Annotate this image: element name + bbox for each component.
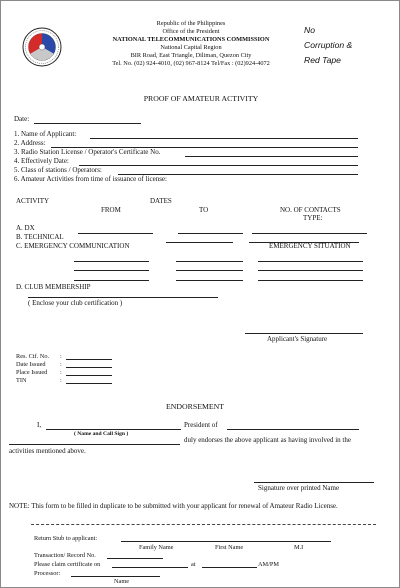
item-license-number: 3. Radio Station License / Operator's Certificate No. <box>14 148 161 156</box>
form-title: PROOF OF AMATEUR ACTIVITY <box>143 94 259 103</box>
slogan-corruption: Corruption & <box>304 40 353 50</box>
col-type: TYPE: <box>303 214 323 222</box>
stub-claim-time-field[interactable] <box>202 567 257 568</box>
place-issued-colon: : <box>60 369 62 376</box>
slogan-red-tape: Red Tape <box>304 55 341 65</box>
endorsement-activities: activities mentioned above. <box>9 447 86 455</box>
applicant-name-field[interactable] <box>90 138 358 139</box>
effectivity-date-field[interactable] <box>79 165 358 166</box>
col-to: TO <box>199 206 209 214</box>
license-number-field[interactable] <box>185 156 358 157</box>
col-contacts: NO. OF CONTACTS <box>280 206 341 214</box>
emergency-to-field-3[interactable] <box>176 280 243 281</box>
dx-to-field[interactable] <box>178 233 243 234</box>
stub-at: at <box>191 561 196 568</box>
endorser-name-field[interactable] <box>46 429 181 430</box>
tin-colon: : <box>60 377 62 384</box>
header-address: BIR Road, East Triangle, Diliman, Quezon City <box>130 52 252 59</box>
stub-ampm: AM/PM <box>258 561 279 568</box>
stub-mi: M.I <box>294 544 304 551</box>
header-office: Office of the President <box>162 28 220 35</box>
item-class-of-stations: 5. Class of stations / Operators: <box>14 166 102 174</box>
slogan-no: No <box>304 25 315 35</box>
endorser-signature-field[interactable] <box>254 482 374 483</box>
technical-to-field[interactable] <box>166 242 233 243</box>
date-label: Date: <box>14 115 30 123</box>
emergency-situation-field-2[interactable] <box>258 270 363 271</box>
place-issued-label: Place Issued <box>16 369 48 376</box>
item-name-of-applicant: 1. Name of Applicant: <box>14 130 77 138</box>
emergency-to-field-1[interactable] <box>176 261 243 262</box>
stub-transaction-label: Transaction/ Record No. <box>34 552 96 559</box>
name-call-sign-caption: ( Name and Call Sign ) <box>74 431 129 437</box>
row-emergency-communication: C. EMERGENCY COMMUNICATION <box>16 242 130 250</box>
note-text: NOTE: This form to be filled in duplicate to be submitted with your applicant for renewal of Amateur Radio License. <box>9 502 338 510</box>
header-agency: NATIONAL TELECOMMUNICATIONS COMMISSION <box>112 36 270 43</box>
col-dates: DATES <box>150 197 172 205</box>
endorsement-president-of: President of <box>184 421 218 429</box>
date-issued-label: Date Issued <box>16 361 46 368</box>
stub-applicant-name-field[interactable] <box>121 541 331 542</box>
emergency-situation-label: EMERGENCY SITUATION <box>269 242 351 250</box>
date-issued-field[interactable] <box>66 367 112 368</box>
ntc-seal-icon <box>22 27 62 67</box>
row-club-membership: D. CLUB MEMBERSHIP <box>16 283 91 291</box>
col-activity: ACTIVITY <box>16 197 50 205</box>
stub-processor-label: Processor: <box>34 570 61 577</box>
enclose-club-certification: ( Enclose your club certification ) <box>28 299 123 307</box>
stub-first-name: First Name <box>215 544 244 551</box>
endorsement-i: I, <box>37 421 42 429</box>
res-ctf-label: Res. Ctf. No. <box>16 353 50 360</box>
res-ctf-colon: : <box>60 353 62 360</box>
row-dx: A. DX <box>16 224 35 232</box>
res-ctf-field[interactable] <box>66 359 112 360</box>
item-amateur-activities: 6. Amateur Activities from time of issuance of license: <box>14 175 167 183</box>
tin-field[interactable] <box>66 383 112 384</box>
endorsement-text: duly endorses the above applicant as having involved in the <box>184 436 351 444</box>
col-from: FROM <box>101 206 121 214</box>
applicant-signature-field[interactable] <box>245 333 363 334</box>
stub-claim-label: Please claim certificate on <box>34 561 101 568</box>
emergency-from-field-3[interactable] <box>74 280 149 281</box>
return-stub-label: Return Stub to applicant: <box>34 535 98 542</box>
applicant-signature-label: Applicant's Signature <box>267 335 328 343</box>
dx-from-field[interactable] <box>78 233 153 234</box>
endorser-signature-label: Signature over printed Name <box>258 484 340 492</box>
date-issued-colon: : <box>60 361 62 368</box>
dx-contacts-field[interactable] <box>252 233 367 234</box>
emergency-from-field-1[interactable] <box>74 261 149 262</box>
cut-line <box>31 524 376 525</box>
stub-name-caption: Name <box>114 578 130 585</box>
emergency-to-field-2[interactable] <box>176 270 243 271</box>
header-republic: Republic of the Philippines <box>156 20 226 27</box>
stub-family-name: Family Name <box>139 544 174 551</box>
club-membership-field[interactable] <box>28 297 218 298</box>
row-technical: B. TECHNICAL <box>16 233 64 241</box>
endorsement-title: ENDORSEMENT <box>166 402 225 411</box>
header-tel: Tel. No. (02) 924-4010, (02) 967-8124 Tel/Fax : (02)924-4072 <box>112 60 270 67</box>
header-region: National Capital Region <box>160 44 222 51</box>
emergency-from-field-2[interactable] <box>74 270 149 271</box>
emergency-situation-field-1[interactable] <box>258 261 363 262</box>
item-address: 2. Address: <box>14 139 46 147</box>
date-field[interactable] <box>34 123 141 124</box>
stub-processor-field[interactable] <box>71 576 160 577</box>
item-effectivity-date: 4. Effectively Date: <box>14 157 69 165</box>
emergency-situation-field-3[interactable] <box>258 280 363 281</box>
club-name-field[interactable] <box>9 444 180 445</box>
stub-claim-date-field[interactable] <box>112 567 188 568</box>
stub-transaction-field[interactable] <box>107 558 163 559</box>
place-issued-field[interactable] <box>66 375 112 376</box>
tin-label: TIN <box>16 377 27 384</box>
president-of-field[interactable] <box>227 429 359 430</box>
